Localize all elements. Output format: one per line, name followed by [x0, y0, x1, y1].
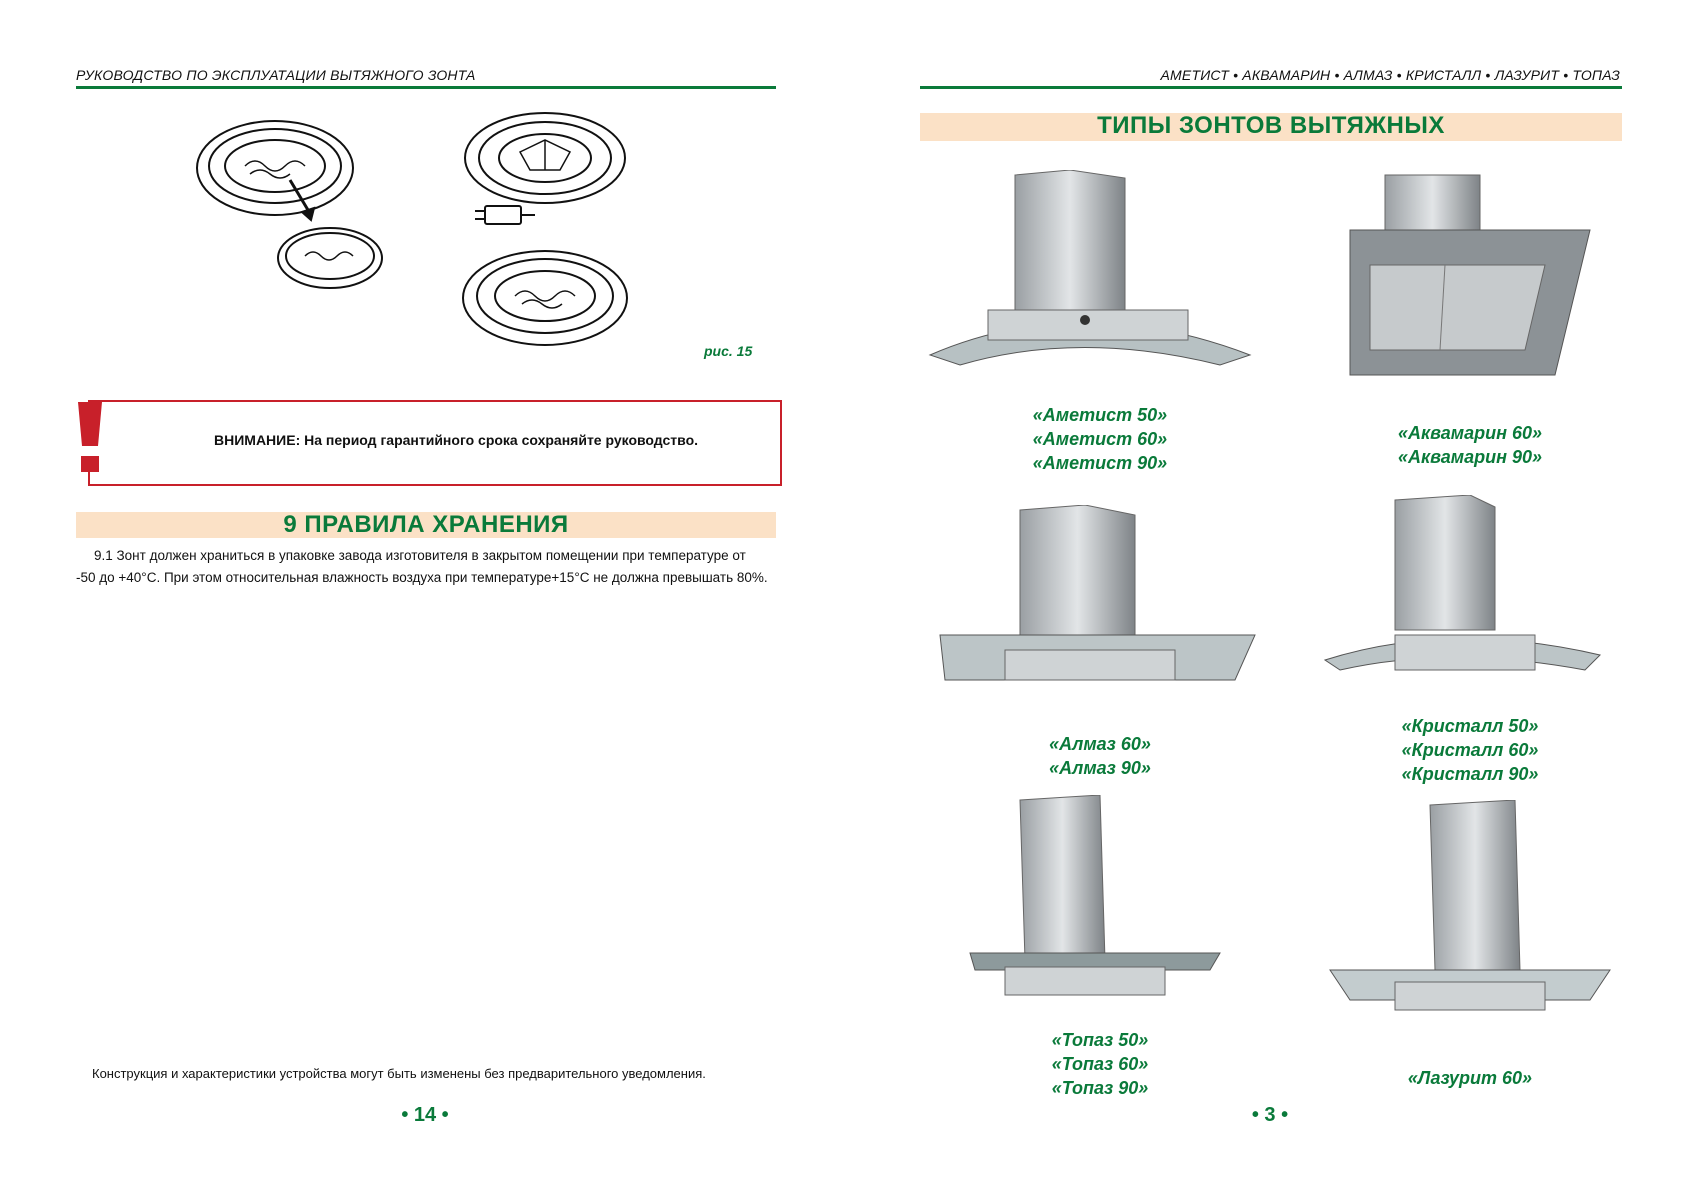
filter-removal-diagram — [190, 108, 650, 368]
page-number-left: • 14 • — [401, 1104, 449, 1126]
caption-line: «Кристалл 50» — [1401, 716, 1539, 736]
caption-line: «Аквамарин 90» — [1398, 447, 1542, 467]
left-page-header: РУКОВОДСТВО ПО ЭКСПЛУАТАЦИИ ВЫТЯЖНОГО ЗОНТА — [76, 67, 476, 83]
caption-line: «Топаз 50» — [1051, 1030, 1149, 1050]
warning-label: ВНИМАНИЕ: — [214, 432, 301, 448]
section-title: 9 ПРАВИЛА ХРАНЕНИЯ — [283, 511, 569, 538]
caption-kristall — [1350, 714, 1590, 786]
caption-line: «Аметист 90» — [1032, 453, 1168, 473]
footnote: Конструкция и характеристики устройства могут быть изменены без предварительного уведомления. — [92, 1066, 706, 1081]
hood-image-ametist — [920, 170, 1260, 370]
right-header-rule — [920, 86, 1622, 89]
caption-lazurit — [1350, 1066, 1590, 1090]
caption-line: «Алмаз 60» — [1049, 734, 1151, 754]
caption-almaz — [980, 732, 1220, 780]
hood-image-topaz — [965, 795, 1225, 1005]
caption-line: «Алмаз 90» — [1049, 758, 1151, 778]
warning-message: На период гарантийного срока сохраняйте руководство. — [300, 432, 699, 448]
hood-image-lazurit — [1325, 800, 1615, 1020]
hood-image-almaz — [925, 505, 1265, 705]
caption-topaz — [980, 1028, 1220, 1100]
paragraph-line-2: -50 до +40°С. При этом относительная влажность воздуха при температуре+15°С не должна превышать 80%. — [76, 570, 768, 585]
left-header-rule — [76, 86, 776, 89]
hood-image-kristall — [1320, 495, 1610, 695]
warning-text — [214, 432, 698, 448]
caption-line: «Лазурит 60» — [1407, 1068, 1533, 1088]
paragraph-line-1: 9.1 Зонт должен храниться в упаковке завода изготовителя в закрытом помещении при температуре от — [94, 548, 746, 563]
caption-line: «Кристалл 90» — [1401, 764, 1539, 784]
storage-paragraph — [76, 545, 796, 589]
right-page-header: АМЕТИСТ • АКВАМАРИН • АЛМАЗ • КРИСТАЛЛ • ЛАЗУРИТ • ТОПАЗ — [1160, 67, 1620, 83]
caption-line: «Аметист 50» — [1032, 405, 1168, 425]
exclamation-icon — [76, 402, 104, 474]
caption-line: «Аквамарин 60» — [1398, 423, 1542, 443]
caption-line: «Топаз 60» — [1051, 1054, 1149, 1074]
figure-caption: рис. 15 — [704, 343, 753, 359]
caption-line: «Кристалл 60» — [1401, 740, 1539, 760]
page-number-right: • 3 • — [1251, 1104, 1289, 1126]
caption-line: «Аметист 60» — [1032, 429, 1168, 449]
caption-ametist — [980, 403, 1220, 475]
caption-akvamarin — [1350, 421, 1590, 469]
caption-line: «Топаз 90» — [1051, 1078, 1149, 1098]
hood-image-akvamarin — [1340, 170, 1610, 380]
types-title: ТИПЫ ЗОНТОВ ВЫТЯЖНЫХ — [1097, 112, 1445, 139]
